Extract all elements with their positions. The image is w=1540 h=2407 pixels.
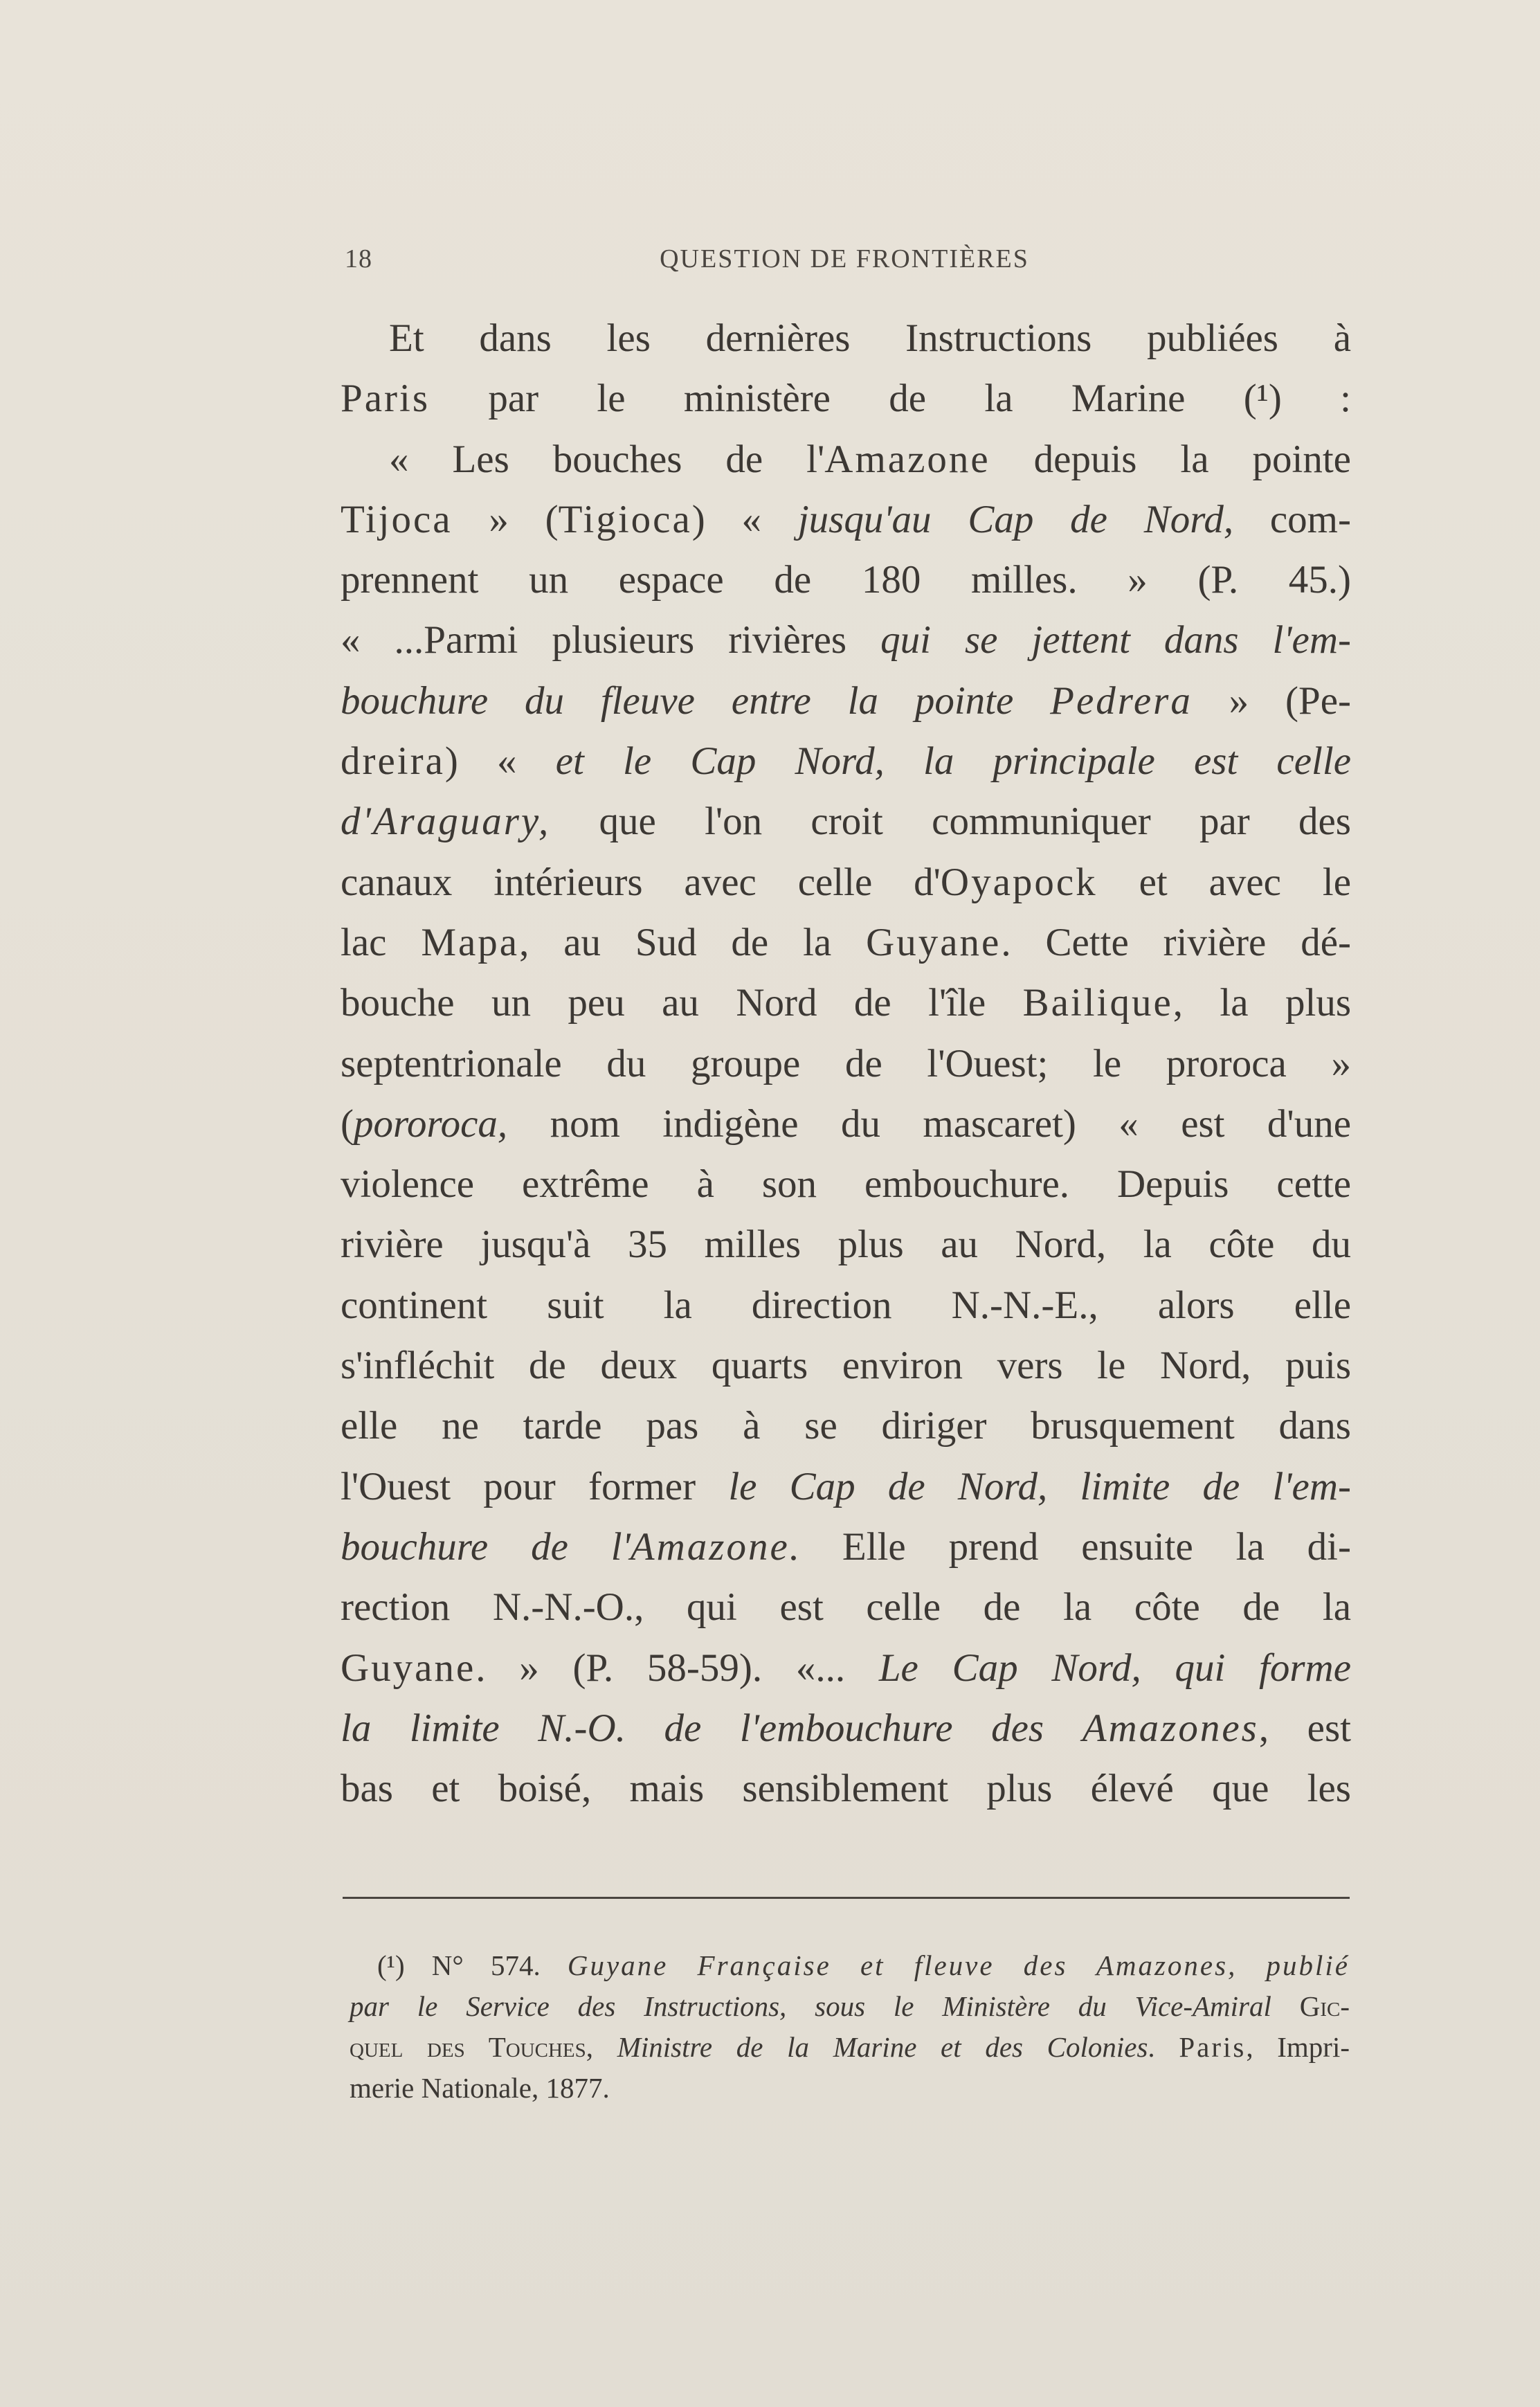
- body-text: [341, 308, 1351, 1819]
- text-line: d'Araguary, que l'on croit communiquer par des: [341, 800, 1351, 844]
- text-line: septentrionale du groupe de l'Ouest; le proroca »: [341, 1041, 1351, 1085]
- text-line: bouchure du fleuve entre la pointe Pedrera » (Pe-: [341, 678, 1351, 723]
- text-line: bas et boisé, mais sensiblement plus élevé que les: [341, 1767, 1351, 1811]
- text-line: s'infléchit de deux quarts environ vers le Nord, puis: [341, 1344, 1351, 1388]
- running-title: QUESTION DE FRONTIÈRES: [660, 244, 1029, 273]
- footnote-line: par le Service des Instructions, sous le Ministère du Vice-Amiral Gic-: [350, 1990, 1350, 2022]
- footnote: [350, 1945, 1350, 2109]
- page-header: [339, 244, 1350, 285]
- text-line: violence extrême à son embouchure. Depuis cette: [341, 1162, 1351, 1207]
- footnote-line: (¹) N° 574. Guyane Française et fleuve des Amazones, publié: [377, 1949, 1350, 1981]
- text-line: bouchure de l'Amazone. Elle prend ensuite la di-: [341, 1524, 1351, 1569]
- text-line: « ...Parmi plusieurs rivières qui se jettent dans l'em-: [341, 618, 1351, 662]
- text-line: rection N.-N.-O., qui est celle de la côte de la: [341, 1585, 1351, 1630]
- text-line: Paris par le ministère de la Marine (¹) :: [341, 377, 1351, 421]
- footnote-line: merie Nationale, 1877.: [350, 2072, 610, 2104]
- text-line: l'Ouest pour former le Cap de Nord, limite de l'em-: [341, 1464, 1351, 1508]
- text-line: prennent un espace de 180 milles. » (P. 45.): [341, 558, 1351, 602]
- text-line: Guyane. » (P. 58-59). «... Le Cap Nord, qui forme: [341, 1646, 1352, 1690]
- text-line: bouche un peu au Nord de l'île Bailique, la plus: [341, 981, 1351, 1025]
- text-line: « Les bouches de l'Amazone depuis la pointe: [389, 437, 1351, 481]
- text-line: elle ne tarde pas à se diriger brusquement dans: [341, 1404, 1351, 1448]
- text-line: canaux intérieurs avec celle d'Oyapock et avec le: [341, 860, 1352, 904]
- page-number: 18: [345, 244, 372, 273]
- text-line: rivière jusqu'à 35 milles plus au Nord, la côte du: [341, 1223, 1351, 1267]
- text-line: lac Mapa, au Sud de la Guyane. Cette rivière dé-: [341, 920, 1352, 964]
- text-line: continent suit la direction N.-N.-E., alors elle: [341, 1283, 1351, 1327]
- text-line: Tijoca » (Tigioca) « jusqu'au Cap de Nord, com-: [341, 497, 1352, 541]
- footnote-divider: [343, 1897, 1350, 1899]
- text-line: (pororoca, nom indigène du mascaret) « est d'une: [341, 1101, 1351, 1146]
- text-line: Et dans les dernières Instructions publiées à: [389, 316, 1351, 360]
- text-line: la limite N.-O. de l'embouchure des Amazones, est: [341, 1706, 1351, 1750]
- text-line: dreira) « et le Cap Nord, la principale est celle: [341, 739, 1352, 784]
- footnote-line: quel des Touches, Ministre de la Marine et des Colonies. Paris, Impri-: [350, 2031, 1350, 2063]
